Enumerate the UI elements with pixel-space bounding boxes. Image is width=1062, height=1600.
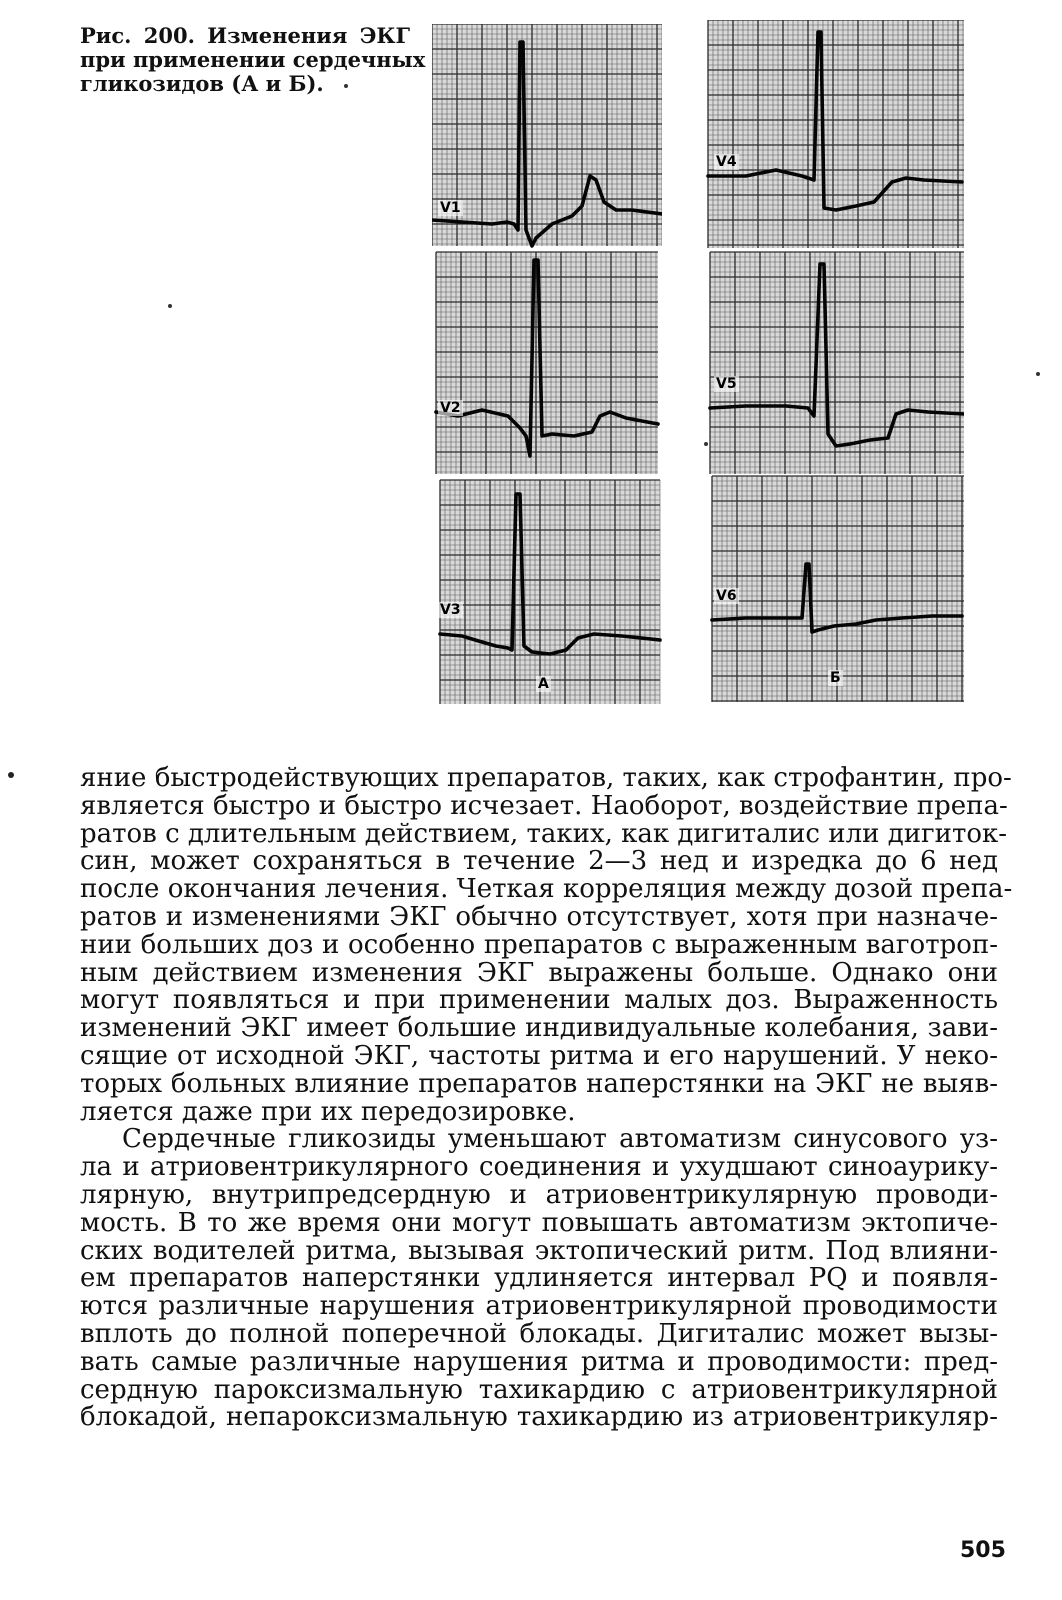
text-line: является быстро и быстро исчезает. Наоборот, воздействие препа- — [80, 790, 1008, 821]
lead-label-v4: V4 — [716, 154, 737, 170]
panel-letter-a: А — [538, 676, 549, 692]
ecg-grid — [710, 252, 964, 474]
print-speck — [344, 84, 348, 88]
ecg-panel-b-image — [706, 20, 964, 702]
ecg-panel-a — [432, 24, 662, 704]
lead-label-v6: V6 — [716, 588, 737, 604]
ecg-grid — [436, 252, 658, 474]
text-line: нии больших доз и особенно препаратов с выраженным ваготроп- — [80, 929, 998, 960]
print-speck — [1036, 372, 1040, 376]
ecg-grid — [708, 20, 964, 248]
ecg-panel-b — [706, 20, 964, 702]
text-line: ратов и изменениями ЭКГ обычно отсутствует, хотя при назначе- — [80, 901, 998, 932]
caption-line: Рис. 200. Изменения ЭКГ — [80, 23, 410, 48]
text-line: могут появляться и при применении малых доз. Выраженность — [80, 985, 998, 1016]
print-speck — [168, 304, 172, 308]
ecg-grid — [712, 476, 964, 702]
text-line: вать самые различные нарушения ритма и проводимости: пред- — [80, 1346, 998, 1377]
text-line: вплоть до полной поперечной блокады. Дигиталис может вызы- — [80, 1318, 998, 1349]
lead-label-v1: V1 — [440, 200, 461, 216]
text-line: ются различные нарушения атриовентрикулярной проводимости — [80, 1291, 998, 1322]
text-line: блокадой, непароксизмальную тахикардию из атриовентрикуляр- — [80, 1402, 998, 1433]
text-line: ла и атриовентрикулярного соединения и ухудшают синоаурику- — [80, 1152, 998, 1183]
paragraph-1 — [80, 763, 1013, 1127]
print-speck — [704, 442, 708, 446]
text-line: изменений ЭКГ имеет большие индивидуальные колебания, зави- — [80, 1013, 998, 1044]
page-number: 505 — [960, 1538, 1006, 1563]
text-line: мость. В то же время они могут повышать автоматизм эктопиче- — [80, 1207, 998, 1238]
text-line: яние быстродействующих препаратов, таких, как строфантин, про- — [80, 763, 1012, 793]
ecg-grid — [432, 24, 662, 246]
ecg-grid — [440, 480, 660, 704]
caption-line: гликозидов (А и Б). — [80, 71, 324, 96]
body-text — [80, 763, 1013, 1433]
text-line: син, может сохраняться в течение 2—3 нед и изредка до 6 нед — [80, 846, 998, 877]
panel-letter-b: Б — [830, 670, 841, 686]
lead-label-v3: V3 — [440, 602, 461, 618]
text-line: ских водителей ритма, вызывая эктопический ритм. Под влияни- — [80, 1235, 998, 1266]
lead-label-v5: V5 — [716, 376, 737, 392]
text-line: сящие от исходной ЭКГ, частоты ритма и его нарушений. У неко- — [80, 1040, 998, 1071]
text-line: торых больных влияние препаратов наперстянки на ЭКГ не выяв- — [80, 1068, 998, 1099]
paragraph-2 — [80, 1126, 998, 1432]
text-line: ратов с длительным действием, таких, как дигиталис или дигиток- — [80, 818, 1008, 849]
text-line: ным действием изменения ЭКГ выражены больше. Однако они — [80, 957, 998, 988]
text-line: ляется даже при их передозировке. — [80, 1096, 576, 1127]
figure-caption — [80, 23, 426, 96]
caption-line: при применении сердечных — [80, 47, 426, 72]
lead-label-v2: V2 — [440, 400, 461, 416]
text-line: ем препаратов наперстянки удлиняется интервал PQ и появля- — [80, 1263, 998, 1294]
text-line: после окончания лечения. Четкая корреляция между дозой препа- — [80, 874, 1013, 905]
text-line: сердную пароксизмальную тахикардию с атриовентрикулярной — [80, 1374, 998, 1405]
text-line: лярную, внутрипредсердную и атриовентрикулярную проводи- — [80, 1179, 998, 1210]
ecg-panel-a-image — [432, 24, 662, 704]
margin-mark — [8, 772, 14, 778]
text-line: Сердечные гликозиды уменьшают автоматизм синусового уз- — [122, 1124, 998, 1155]
